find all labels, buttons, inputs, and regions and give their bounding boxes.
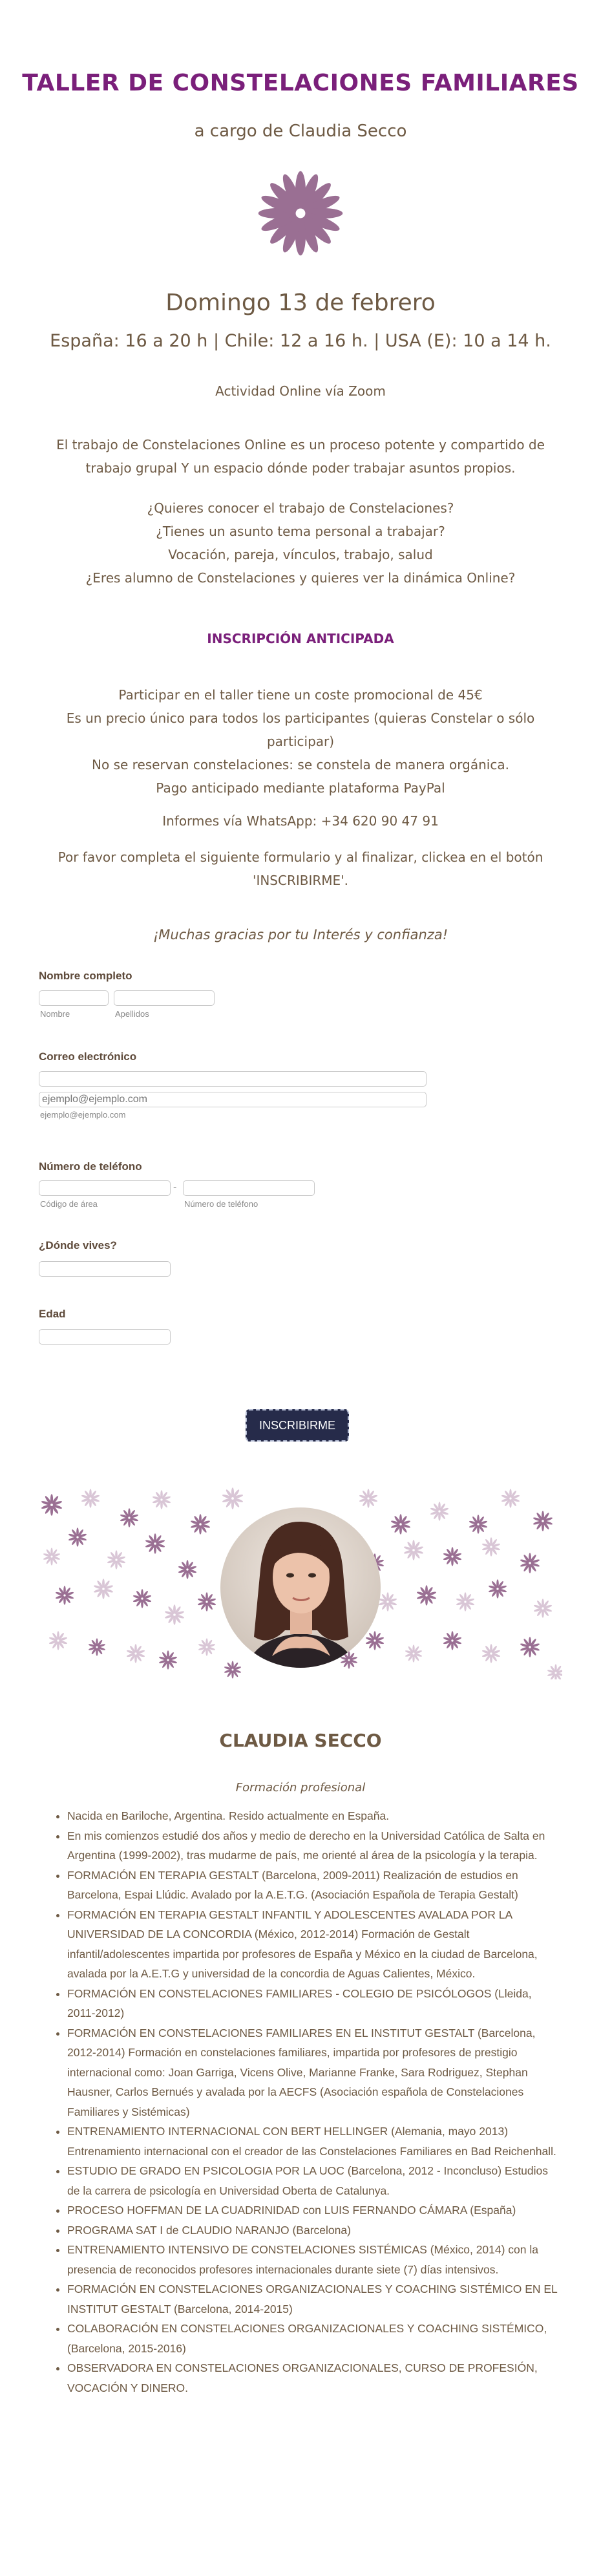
- list-item: • FORMACIÓN EN CONSTELACIONES FAMILIARES - COLEGIO DE PSICÓLOGOS (Lleida, 2011-2012): [67, 1984, 562, 2023]
- banner-flower-icon: [158, 1650, 177, 1669]
- profile-photo: [220, 1507, 381, 1668]
- banner-flower-icon: [532, 1511, 553, 1531]
- banner-flower-icon: [132, 1589, 151, 1608]
- intro-line: trabajo grupal Y un espacio dónde poder trabajar asuntos propios.: [85, 460, 516, 476]
- banner-flower-icon: [190, 1514, 210, 1535]
- page-subtitle: a cargo de Claudia Secco: [194, 122, 407, 141]
- pricing-line: No se reservan constelaciones: se constela de manera orgánica.: [92, 757, 509, 772]
- banner-flower-icon: [533, 1599, 552, 1617]
- list-item: • Nacida en Bariloche, Argentina. Resido actualmente en España.: [67, 1806, 562, 1826]
- banner-flower-icon: [547, 1664, 562, 1679]
- list-item: • En mis comienzos estudié dos años y medio de derecho en la Universidad Católica de Salta en Argentina (1999-2002), tras mudarme de país, me orienté al área de la psicología y la terapia.: [67, 1826, 562, 1866]
- registration-heading: INSCRIPCIÓN ANTICIPADA: [207, 631, 394, 646]
- mandala-flower-icon: [257, 169, 344, 257]
- banner-flower-icon: [469, 1515, 487, 1533]
- banner-flower-icon: [55, 1586, 74, 1604]
- intro-line: El trabajo de Constelaciones Online es un proceso potente y compartido de: [56, 437, 545, 452]
- banner-flower-icon: [403, 1540, 423, 1560]
- bio-subtitle: Formación profesional: [235, 1781, 366, 1794]
- banner-flower-icon: [378, 1592, 397, 1611]
- first-name-sublabel: Nombre: [40, 1009, 70, 1019]
- phone-number-sublabel: Número de teléfono: [184, 1199, 258, 1209]
- banner-flower-icon: [359, 1489, 377, 1507]
- list-item: • PROCESO HOFFMAN DE LA CUADRINIDAD con LUIS FERNANDO CÁMARA (España): [67, 2200, 562, 2220]
- banner-flower-icon: [152, 1490, 171, 1509]
- last-name-sublabel: Apellidos: [115, 1009, 149, 1019]
- banner-flower-icon: [430, 1502, 448, 1520]
- bio-name: CLAUDIA SECCO: [219, 1730, 382, 1751]
- list-item: • COLABORACIÓN EN CONSTELACIONES ORGANIZACIONALES Y COACHING SISTÉMICO, (Barcelona, 2015-2016): [67, 2319, 562, 2358]
- banner-flower-icon: [120, 1508, 138, 1527]
- banner-flower-icon: [178, 1560, 196, 1579]
- question-line: ¿Quieres conocer el trabajo de Constelaciones?: [147, 500, 454, 516]
- form-instructions-line: 'INSCRIBIRME'.: [252, 873, 349, 888]
- email-input[interactable]: [39, 1092, 427, 1107]
- banner-flower-icon: [224, 1661, 241, 1678]
- area-code-input[interactable]: [39, 1180, 171, 1196]
- event-schedule: España: 16 a 20 h | Chile: 12 a 16 h. | USA (E): 10 a 14 h.: [50, 331, 551, 351]
- banner-flower-icon: [145, 1533, 165, 1554]
- banner-flower-icon: [68, 1528, 87, 1546]
- question-line: ¿Tienes un asunto tema personal a trabajar?: [156, 524, 445, 539]
- email-confirm-input[interactable]: [39, 1071, 427, 1087]
- banner-flower-icon: [488, 1579, 507, 1598]
- pricing-line: Pago anticipado mediante plataforma PayPal: [156, 780, 445, 796]
- banner-flower-icon: [222, 1487, 243, 1509]
- list-item: • ENTRENAMIENTO INTENSIVO DE CONSTELACIONES SISTÉMICAS (México, 2014) con la presencia de reconocidos profesores internacionales durante siete (7) días intensivos.: [67, 2240, 562, 2279]
- banner-flower-icon: [365, 1631, 384, 1650]
- banner-flower-icon: [198, 1638, 215, 1655]
- banner-flower-icon: [416, 1585, 436, 1606]
- list-item: • FORMACIÓN EN TERAPIA GESTALT (Barcelona, 2009-2011) Realización de estudios en Barcelona, Espai Llúdic. Avalado por la A.E.T.G. (Asociación Española de Terapia Gestalt): [67, 1866, 562, 1905]
- list-item: • PROGRAMA SAT I de CLAUDIO NARANJO (Barcelona): [67, 2220, 562, 2241]
- last-name-input[interactable]: [114, 990, 215, 1006]
- age-input[interactable]: [39, 1329, 171, 1345]
- banner-flower-icon: [501, 1489, 520, 1507]
- banner-flower-icon: [48, 1631, 67, 1650]
- banner-flower-icon: [164, 1604, 184, 1625]
- pricing-line: Participar en el taller tiene un coste promocional de 45€: [118, 687, 483, 703]
- list-item: • OBSERVADORA EN CONSTELACIONES ORGANIZACIONALES, CURSO DE PROFESIÓN, VOCACIÓN Y DINERO.: [67, 2358, 562, 2398]
- location-label: ¿Dónde vives?: [39, 1239, 117, 1251]
- event-modality: Actividad Online vía Zoom: [215, 383, 386, 399]
- banner-flower-icon: [443, 1547, 461, 1566]
- phone-label: Número de teléfono: [39, 1160, 142, 1173]
- email-label: Correo electrónico: [39, 1050, 137, 1063]
- whatsapp-info: Informes vía WhatsApp: +34 620 90 47 91: [162, 813, 439, 829]
- banner-flower-icon: [405, 1645, 422, 1662]
- list-item: • FORMACIÓN EN CONSTELACIONES FAMILIARES EN EL INSTITUT GESTALT (Barcelona, 2012-2014) Formación en constelaciones familiares, impartida por profesores de prestigio internacional como: Joan Garriga, Vicens Olive, Marianne Franke, Sara Rodriguez, Stephan Hausner, Carlos Bernués y avalada por la AECFS (Asociación española de Constelaciones Familiares y Sistémicas): [67, 2023, 562, 2122]
- thanks-message: ¡Muchas gracias por tu Interés y confianza!: [153, 927, 448, 942]
- email-hint: ejemplo@ejemplo.com: [40, 1110, 126, 1120]
- banner-flower-icon: [107, 1550, 125, 1569]
- phone-separator: -: [173, 1182, 177, 1193]
- list-item: • ENTRENAMIENTO INTERNACIONAL CON BERT HELLINGER (Alemania, mayo 2013) Entrenamiento internacional con el creador de las Constelaciones Familiares en Bad Reichenhall.: [67, 2122, 562, 2161]
- banner-flower-icon: [43, 1548, 60, 1565]
- banner-flower-icon: [126, 1644, 145, 1663]
- banner-flower-icon: [520, 1553, 540, 1573]
- question-line: Vocación, pareja, vínculos, trabajo, salud: [168, 547, 433, 562]
- list-item: • FORMACIÓN EN TERAPIA GESTALT INFANTIL Y ADOLESCENTES AVALADA POR LA UNIVERSIDAD DE LA CONCORDIA (México, 2012-2014) Formación de Gestalt infantil/adolescentes impartida por profesores de España y México en la ciudad de Barcelona, avalada por la A.E.T.G y universidad de la concordia de Aguas Calientes, México.: [67, 1905, 562, 1984]
- banner-flower-icon: [481, 1644, 500, 1663]
- phone-number-input[interactable]: [183, 1180, 315, 1196]
- banner-flower-icon: [390, 1514, 410, 1535]
- pricing-block: [39, 683, 562, 800]
- mandala-petals: [258, 171, 343, 256]
- form-instructions: [39, 846, 562, 892]
- banner-flower-icon: [443, 1631, 461, 1650]
- question-line: ¿Eres alumno de Constelaciones y quieres ver la dinámica Online?: [85, 570, 516, 586]
- banner-flower-icon: [81, 1489, 100, 1507]
- banner-flower-icon: [41, 1494, 62, 1516]
- pricing-line: Es un precio único para todos los participantes (quieras Constelar o sólo: [66, 710, 535, 726]
- banner-flower-icon: [197, 1592, 216, 1611]
- page-title: TALLER DE CONSTELACIONES FAMILIARES: [22, 70, 579, 96]
- event-date: Domingo 13 de febrero: [165, 290, 436, 316]
- submit-button[interactable]: INSCRIBIRME: [246, 1409, 349, 1442]
- list-item: • FORMACIÓN EN CONSTELACIONES ORGANIZACIONALES Y COACHING SISTÉMICO EN EL INSTITUT GESTALT (Barcelona, 2014-2015): [67, 2279, 562, 2319]
- banner-flower-icon: [481, 1537, 500, 1556]
- list-item: • ESTUDIO DE GRADO EN PSICOLOGIA POR LA UOC (Barcelona, 2012 - Inconcluso) Estudios de la carrera de psicología en Universidad Oberta de Catalunya.: [67, 2161, 562, 2200]
- location-input[interactable]: [39, 1261, 171, 1277]
- questions-block: [39, 496, 562, 590]
- bio-list: [39, 1806, 562, 2398]
- pricing-line: participar): [266, 734, 335, 749]
- banner-flower-icon: [456, 1592, 474, 1611]
- banner-flower-icon: [93, 1579, 113, 1599]
- name-label: Nombre completo: [39, 970, 132, 982]
- first-name-input[interactable]: [39, 990, 109, 1006]
- form-instructions-line: Por favor completa el siguiente formulario y al finalizar, clickea en el botón: [58, 849, 543, 865]
- area-code-sublabel: Código de área: [40, 1199, 98, 1209]
- intro-paragraph: [39, 433, 562, 480]
- banner-flower-icon: [88, 1638, 105, 1655]
- age-label: Edad: [39, 1308, 66, 1320]
- banner-flower-icon: [520, 1637, 540, 1657]
